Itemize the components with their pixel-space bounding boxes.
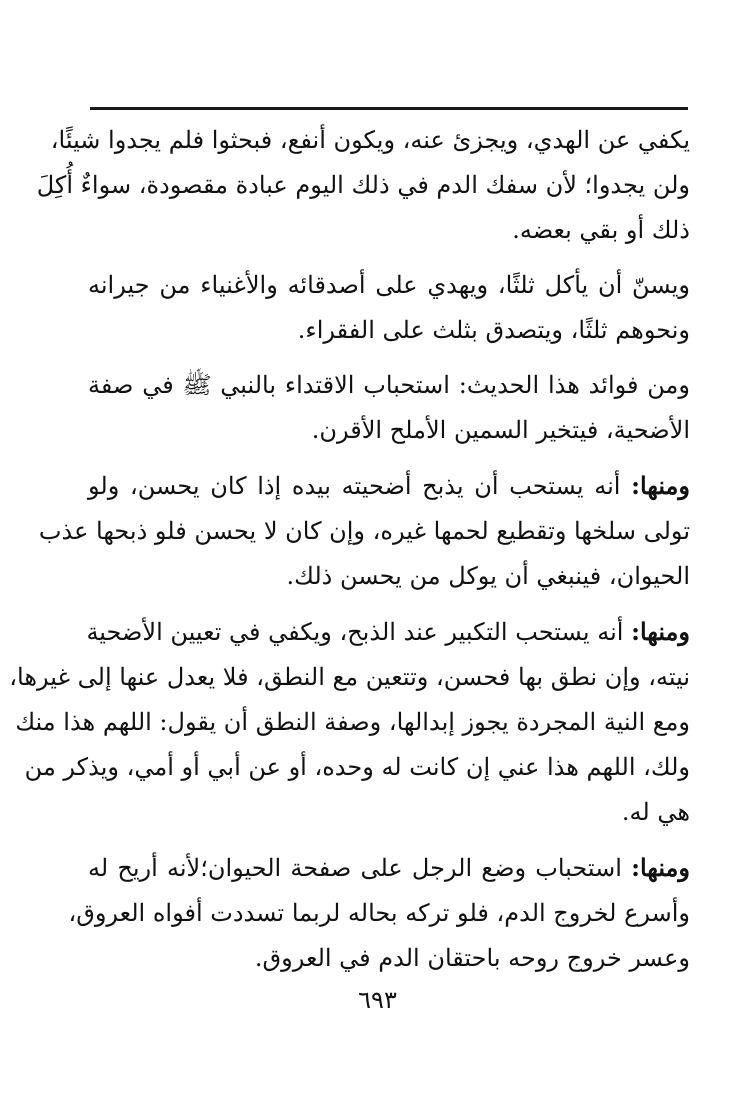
text-line: ونحوهم ثلثًا، ويتصدق بثلث على الفقراء. [297,316,690,344]
page-number: ٦٩٣ [358,986,397,1014]
text-line: وعسر خروج روحه باحتقان الدم في العروق. [254,944,690,972]
paragraph [88,363,690,453]
body-text [9,118,690,991]
text-line: ولك، اللهم هذا عني إن كانت له وحده، أو عن أبي أو أمي، ويذكر من [24,753,690,781]
paragraph-lead: ومنها: [631,853,690,882]
text-line: ولن يجدوا؛ لأن سفك الدم في ذلك اليوم عبادة مقصودة، سواءٌ أُكِلَ [36,171,690,199]
text-line [88,463,690,509]
paragraph [36,118,690,253]
text-line [88,609,690,655]
text-line: ويسنّ أن يأكل ثلثًا، ويهدي على أصدقائه والأغنياء من جيرانه [88,271,690,299]
text-line: الأضحية، فيتخير السمين الأملح الأقرن. [311,416,690,444]
text-line: ذلك أو بقي بعضه. [512,216,690,244]
text-line: وأسرع لخروج الدم، فلو تركه بحاله لربما تسددت أفواه العروق، [68,899,690,927]
text-line: ومع النية المجردة يجوز إبدالها، وصفة النطق أن يقول: اللهم هذا منك [15,708,690,736]
header-rule [90,107,688,110]
paragraph [68,845,690,981]
text-line [88,845,690,891]
paragraph-lead: ومنها: [631,471,690,500]
paragraph-lead: ومنها: [631,617,690,646]
text-line: يكفي عن الهدي، ويجزئ عنه، ويكون أنفع، فبحثوا فلم يجدوا شيئًا، [50,126,690,154]
text-line: ومن فوائد هذا الحديث: استحباب الاقتداء بالنبي ﷺ في صفة [88,371,690,399]
paragraph [38,463,690,599]
text-line: تولى سلخها وتقطيع لحمها غيره، وإن كان لا يحسن فلو ذبحها عذب [38,517,690,545]
line-text: أنه يستحب أن يذبح أضحيته بيده إذا كان يحسن، ولو [88,472,621,500]
paragraph [88,263,690,353]
line-text: أنه يستحب التكبير عند الذبح، ويكفي في تعيين الأضحية [86,618,624,646]
paragraph [9,609,690,835]
text-line: الحيوان، فينبغي أن يوكل من يحسن ذلك. [286,562,690,590]
text-line: هي له. [621,798,690,826]
text-line: نيته، وإن نطق بها فحسن، وتتعين مع النطق، فلا يعدل عنها إلى غيرها، [9,663,690,691]
line-text: استحباب وضع الرجل على صفحة الحيوان؛لأنه أريح له [88,854,622,882]
